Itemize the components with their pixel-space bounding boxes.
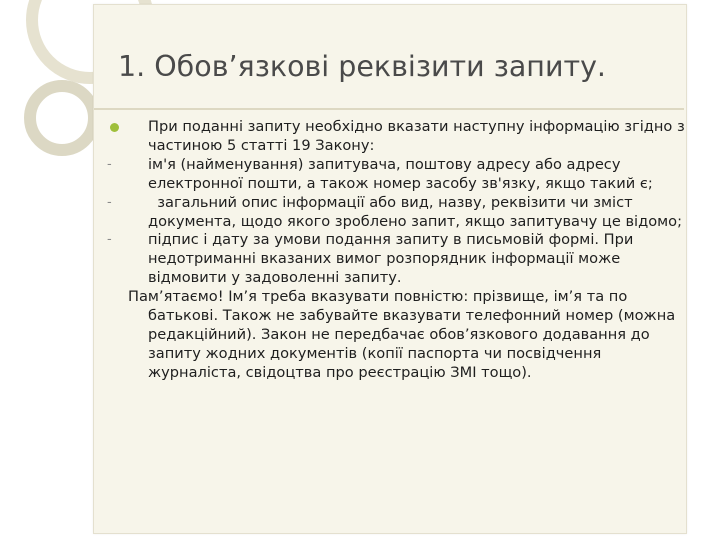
list-item-text: загальний опис інформації або вид, назву, реквізити чи зміст документа, щодо якого зроблено запит, якщо запитувачу це відомо; bbox=[148, 193, 682, 230]
list-item bbox=[107, 231, 688, 288]
list-item bbox=[107, 155, 688, 194]
bullet-intro-text: При поданні запиту необхідно вказати наступну інформацію згідно з частиною 5 статті 19 Закону: bbox=[148, 118, 685, 154]
list-item-text: ім'я (найменування) запитувача, поштову адресу або адресу електронної пошти, а також номер засобу зв'язку, якщо такий є; bbox=[148, 155, 653, 192]
ring-small bbox=[30, 86, 94, 150]
dash-marker: - bbox=[107, 232, 112, 248]
list-item bbox=[107, 193, 688, 232]
dash-marker: - bbox=[107, 156, 112, 172]
bullet-intro bbox=[128, 118, 688, 156]
list-item-text: підпис і дату за умови подання запиту в письмовій формі. При недотриманні вказаних вимог розпорядник інформації може відмовити у задоволенні запиту. bbox=[148, 231, 634, 287]
slide-title: 1. Обов’язкові реквізити запиту. bbox=[118, 50, 606, 83]
bullet-dot-icon bbox=[110, 123, 119, 132]
closing-paragraph: Пам’ятаємо! Ім’я треба вказувати повністю: прізвище, ім’я та по батькові. Також не забувайте вказувати телефонний номер (можна редакційний). Закон не передбачає обов’язкового додавання до запиту жодних документів (копії паспорта чи посвідчення журналіста, свідоцтва про реєстрацію ЗМІ тощо). bbox=[128, 288, 676, 381]
slide-body bbox=[107, 118, 688, 383]
dash-marker: - bbox=[107, 194, 112, 210]
title-divider bbox=[94, 108, 684, 110]
